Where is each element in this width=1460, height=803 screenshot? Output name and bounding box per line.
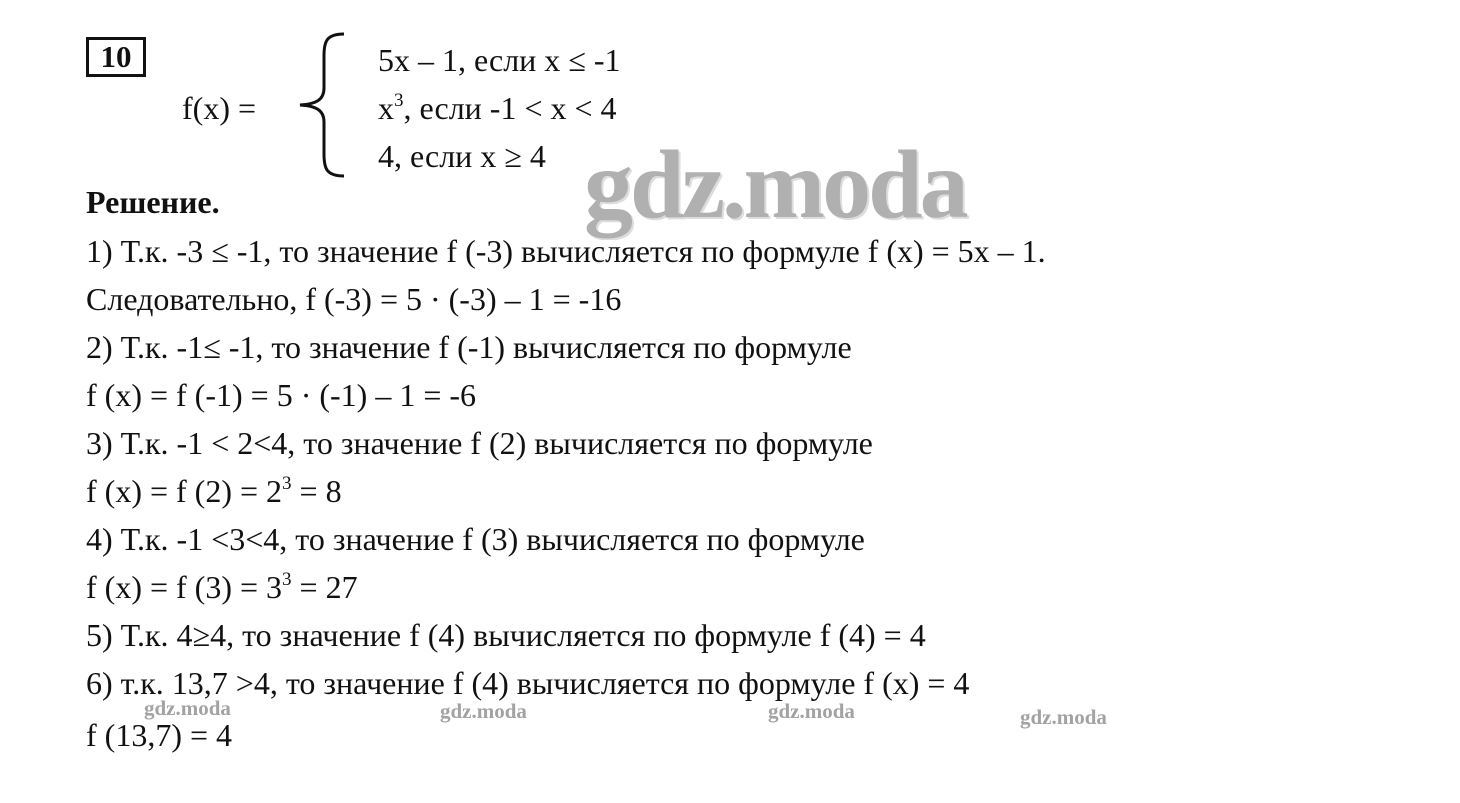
solution-line: 3) Т.к. -1 < 2<4, то значение f (2) вычисляется по формуле [86,425,873,461]
watermark-main: gdz.moda [584,131,966,239]
problem-number: 10 [86,37,146,77]
solution-heading: Решение. [86,184,220,220]
solution-line: 4) Т.к. -1 <3<4, то значение f (3) вычисляется по формуле [86,521,865,557]
watermark-footer: gdz.moda [1020,705,1107,729]
function-label: f(x) = [182,90,257,126]
case-3: 4, если x ≥ 4 [378,138,546,174]
solution-line: f (x) = f $(3) = 3^3 = 27$ [86,569,358,605]
case-2: $x^3$, если -1 < x < 4 [378,90,617,126]
solution-line: f (x) = f (-1) = 5 · (-1) – 1 = -6 [86,377,477,413]
solution-line: 5) Т.к. 4≥4, то значение f (4) вычисляется по формуле f (4) = 4 [86,617,926,653]
solution-line: 6) т.к. 13,7 >4, то значение f (4) вычисляется по формуле f (x) = 4 [86,665,970,701]
case-1: 5x – 1, если x ≤ -1 [378,42,621,78]
watermark-footer: gdz.moda [440,699,527,723]
left-brace-icon [294,30,354,180]
watermark-footer: gdz.moda [768,699,855,723]
solution-line: f (13,7) = 4 [86,717,233,753]
watermark-footer: gdz.moda [144,696,231,720]
solution-line: f (x) = f $(2) = 2^3 = 8$ [86,473,342,509]
solution-line: 1) Т.к. -3 ≤ -1, то значение f (-3) вычисляется по формуле f (x) = 5x – 1. [86,233,1046,269]
solution-line: Следовательно, f (-3) = 5 · (-3) – 1 = -16 [86,281,622,317]
solution-line: 2) Т.к. -1≤ -1, то значение f (-1) вычисляется по формуле [86,329,852,365]
